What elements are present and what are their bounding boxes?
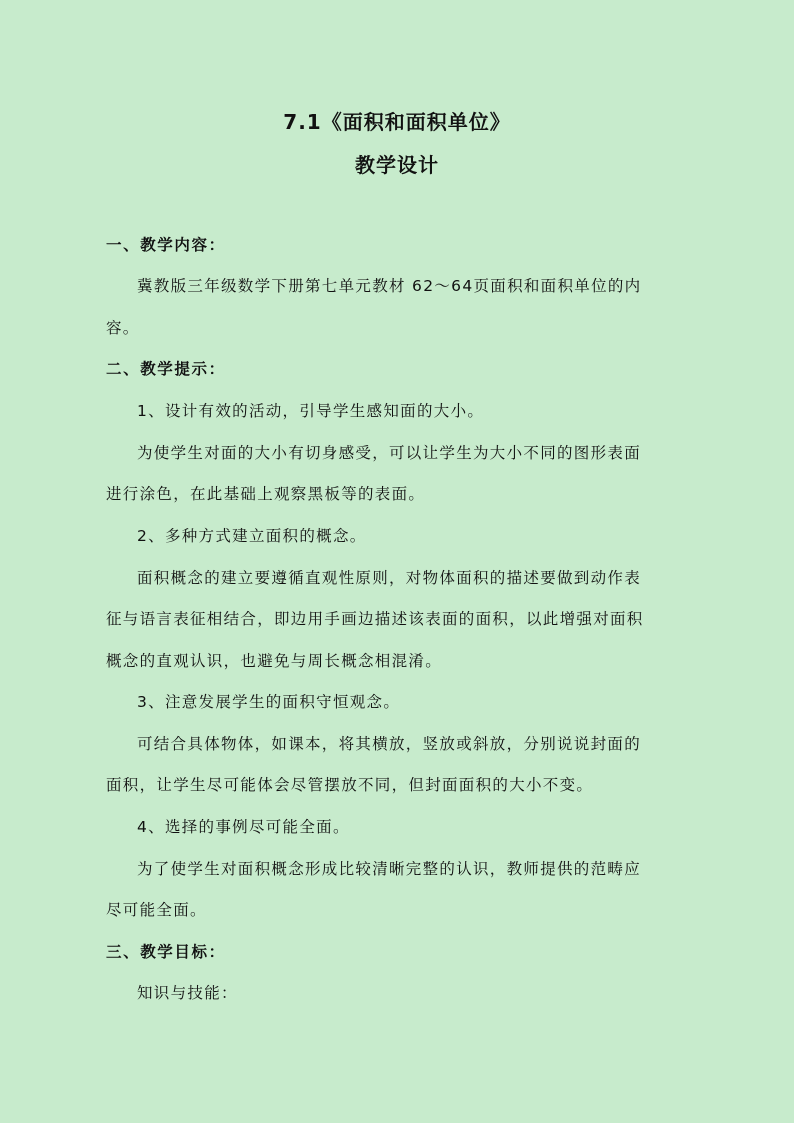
- section-heading-content: 一、教学内容：: [106, 236, 226, 254]
- list-item-heading: 3、注意发展学生的面积守恒观念。: [137, 693, 401, 711]
- paragraph-line: 容。: [106, 319, 140, 337]
- document-title: 7.1《面积和面积单位》: [283, 110, 511, 134]
- subsection-heading: 知识与技能：: [137, 984, 238, 1002]
- list-item-heading: 1、设计有效的活动，引导学生感知面的大小。: [137, 402, 485, 420]
- paragraph-line: 尽可能全面。: [106, 901, 207, 919]
- section-heading-hints: 二、教学提示：: [106, 360, 226, 378]
- list-item-heading: 4、选择的事例尽可能全面。: [137, 818, 350, 836]
- paragraph-line: 冀教版三年级数学下册第七单元教材 62～64页面积和面积单位的内: [137, 277, 642, 295]
- paragraph-line: 概念的直观认识，也避免与周长概念相混淆。: [106, 652, 443, 670]
- list-item-heading: 2、多种方式建立面积的概念。: [137, 527, 367, 545]
- document-subtitle: 教学设计: [355, 153, 439, 177]
- paragraph-line: 可结合具体物体，如课本，将其横放，竖放或斜放，分别说说封面的: [137, 735, 642, 753]
- section-heading-objectives: 三、教学目标：: [106, 943, 226, 961]
- paragraph-line: 征与语言表征相结合，即边用手画边描述该表面的面积，以此增强对面积: [106, 610, 644, 628]
- paragraph-line: 为使学生对面的大小有切身感受，可以让学生为大小不同的图形表面: [137, 444, 642, 462]
- paragraph-line: 面积概念的建立要遵循直观性原则，对物体面积的描述要做到动作表: [137, 569, 642, 587]
- paragraph-line: 进行涂色，在此基础上观察黑板等的表面。: [106, 485, 426, 503]
- paragraph-line: 面积，让学生尽可能体会尽管摆放不同，但封面面积的大小不变。: [106, 776, 594, 794]
- paragraph-line: 为了使学生对面积概念形成比较清晰完整的认识，教师提供的范畴应: [137, 860, 642, 878]
